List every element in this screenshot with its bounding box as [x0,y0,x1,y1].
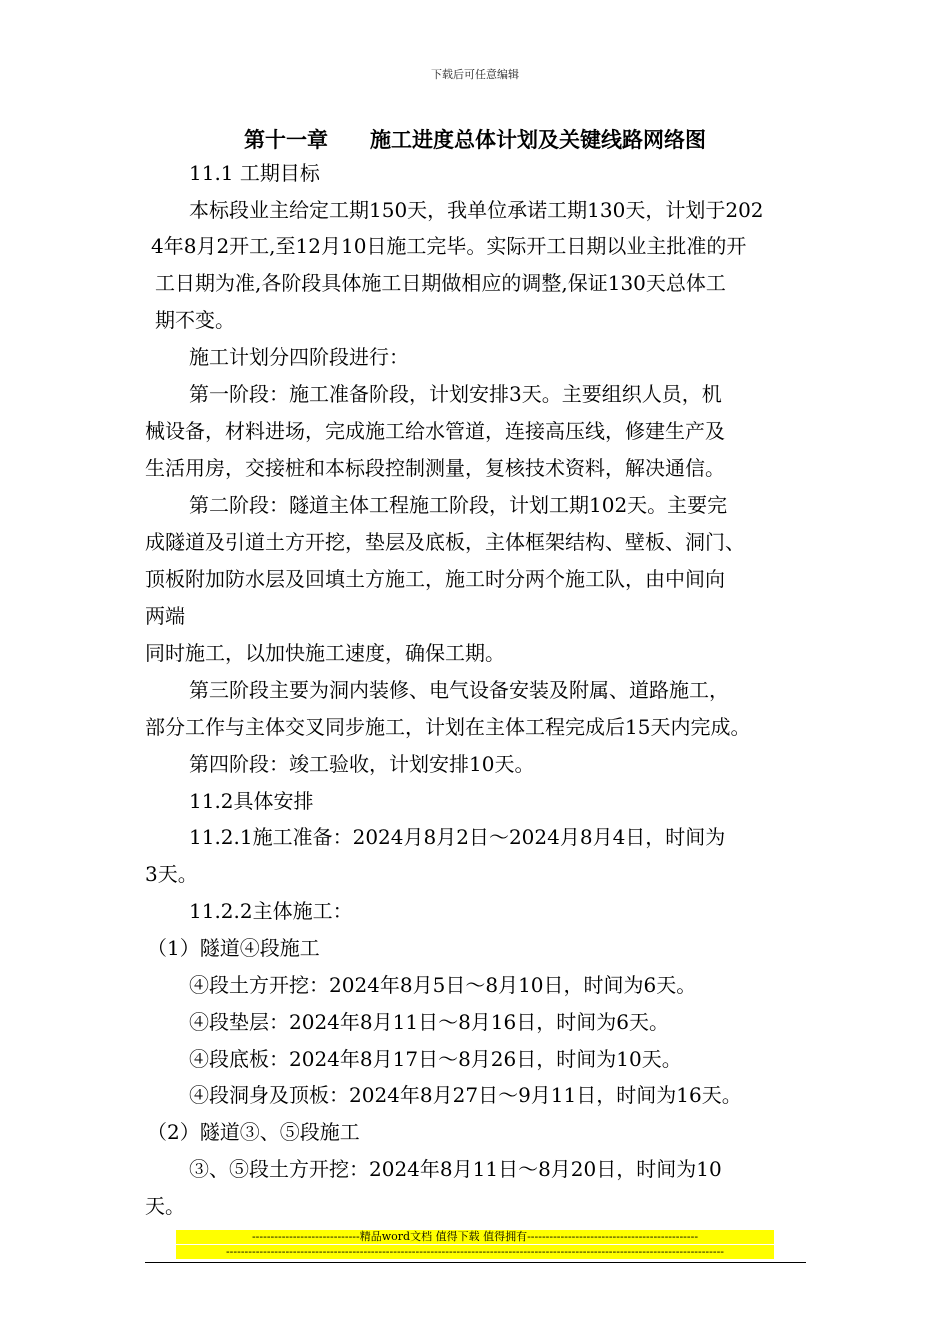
paragraph-line: 天。 [145,1194,185,1218]
list-item: （2）隧道③、⑤段施工 [147,1120,360,1144]
paragraph-line: 4年8月2开工,至12月10日施工完毕。实际开工日期以业主批准的开 [151,234,747,258]
paragraph-line: 两端 [145,604,185,628]
list-item: ④段洞身及顶板：2024年8月27日～9月11日，时间为16天。 [189,1083,742,1107]
paragraph-line: 11.2.2主体施工： [189,899,353,923]
paragraph-line: 期不变。 [155,308,235,332]
paragraph-line: 生活用房，交接桩和本标段控制测量，复核技术资料，解决通信。 [145,456,725,480]
list-item: ④段底板：2024年8月17日～8月26日，时间为10天。 [189,1047,682,1071]
paragraph-line: 第二阶段：隧道主体工程施工阶段，计划工期102天。主要完 [189,493,728,517]
footer-banner-dashes: -------------------------------------------------------------------------------------------------------------------------------------- [176,1245,774,1259]
list-item: ④段土方开挖：2024年8月5日～8月10日，时间为6天。 [189,973,697,997]
paragraph-line: 械设备，材料进场，完成施工给水管道，连接高压线，修建生产及 [145,419,725,443]
section-heading: 11.2具体安排 [189,789,314,813]
section-heading: 11.1 工期目标 [189,161,320,185]
paragraph-line: 部分工作与主体交叉同步施工，计划在主体工程完成后15天内完成。 [145,715,751,739]
list-item: ④段垫层：2024年8月11日～8月16日，时间为6天。 [189,1010,669,1034]
paragraph-line: 同时施工，以加快施工速度，确保工期。 [145,641,505,665]
paragraph-line: 第四阶段：竣工验收，计划安排10天。 [189,752,535,776]
paragraph-line: 顶板附加防水层及回填土方施工，施工时分两个施工队，由中间向 [145,567,725,591]
paragraph-line: 第三阶段主要为洞内装修、电气设备安装及附属、道路施工， [189,678,729,702]
paragraph-line: 工日期为准,各阶段具体施工日期做相应的调整,保证130天总体工 [155,271,726,295]
list-item: （1）隧道④段施工 [147,936,320,960]
header-note: 下载后可任意编辑 [431,68,519,81]
list-item: ③、⑤段土方开挖：2024年8月11日～8月20日，时间为10 [189,1157,722,1181]
chapter-title: 第十一章 施工进度总体计划及关键线路网络图 [244,127,706,152]
footer-banner: -----------------------------精品word文档 值得下载 值得拥有---------------------------------------------- [176,1230,774,1244]
paragraph-line: 施工计划分四阶段进行： [189,345,409,369]
paragraph-line: 第一阶段：施工准备阶段，计划安排3天。主要组织人员，机 [189,382,722,406]
footer-rule [145,1262,806,1263]
paragraph-line: 11.2.1施工准备：2024月8月2日～2024月8月4日，时间为 [189,825,726,849]
paragraph-line: 3天。 [145,862,198,886]
paragraph-line: 本标段业主给定工期150天，我单位承诺工期130天，计划于202 [189,198,764,222]
paragraph-line: 成隧道及引道土方开挖，垫层及底板，主体框架结构、壁板、洞门、 [145,530,745,554]
